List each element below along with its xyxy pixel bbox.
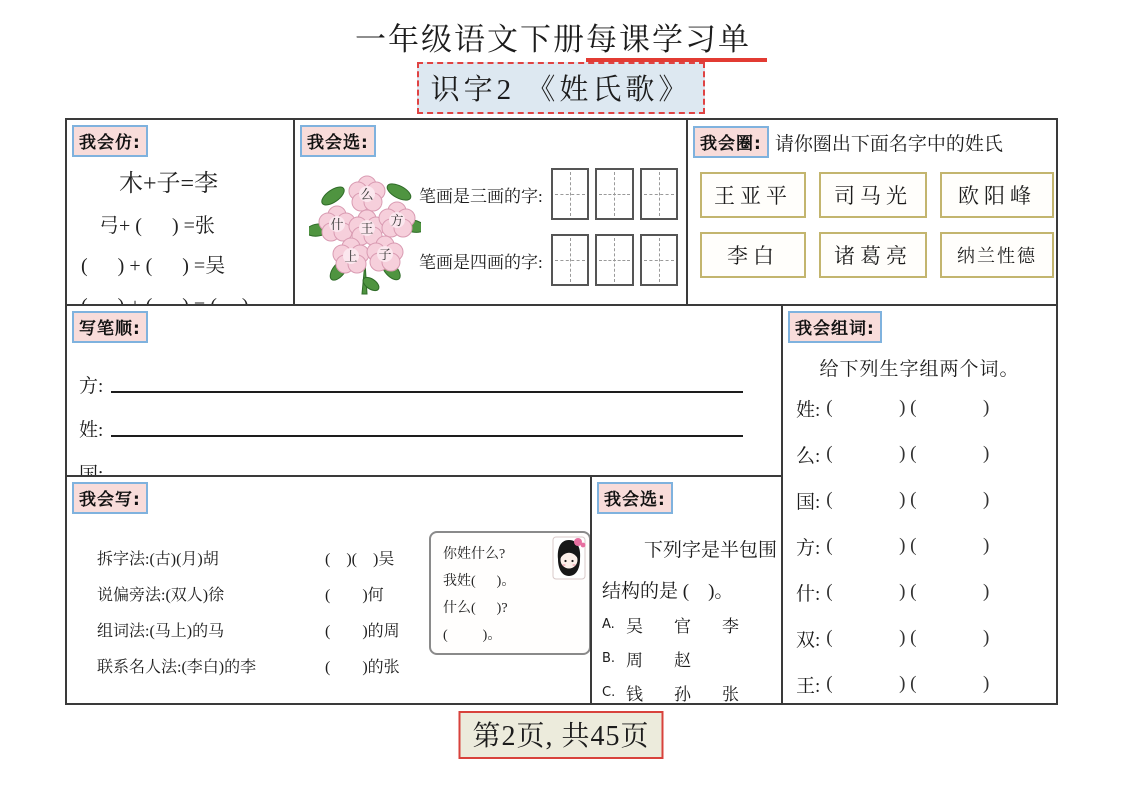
make-words-blanks: ( ) ( ) bbox=[826, 397, 990, 418]
writing-grid bbox=[595, 234, 633, 286]
option-a bbox=[600, 612, 777, 637]
page-title bbox=[0, 14, 1122, 59]
write-blank: ( )的张 bbox=[325, 658, 400, 676]
option-item: 钱 bbox=[626, 685, 643, 704]
answer-line bbox=[111, 435, 743, 437]
make-words-blanks: ( ) ( ) bbox=[826, 581, 990, 602]
section-circle-header: 我会圈: bbox=[693, 126, 769, 158]
dialog-line: 你姓什么? bbox=[443, 547, 506, 562]
write-method: 联系名人法:(李白)的李 bbox=[97, 658, 257, 676]
imitate-equation: 木+子=李 bbox=[119, 171, 219, 197]
make-words-instruction: 给下列生字组两个词。 bbox=[819, 359, 1020, 380]
make-words-row bbox=[796, 661, 1040, 707]
stroke-row-four bbox=[419, 234, 678, 286]
page-number: 第2页, 共45页 bbox=[458, 711, 663, 759]
writing-grid bbox=[640, 234, 678, 286]
writing-grid bbox=[551, 168, 589, 220]
page-title-plain: 一年级语文下册 bbox=[355, 22, 586, 57]
section-write-header: 我会写: bbox=[72, 482, 148, 514]
option-c bbox=[600, 680, 777, 705]
name-box: 李白 bbox=[700, 232, 806, 278]
flower-char: 上 bbox=[344, 249, 358, 264]
section-make-words-header: 我会组词: bbox=[788, 311, 882, 343]
writing-grid bbox=[551, 234, 589, 286]
imitate-equation: 弓+ ( ) =张 bbox=[99, 215, 215, 237]
flower-char: 么 bbox=[360, 187, 374, 202]
make-words-char: 双: bbox=[796, 629, 821, 651]
name-box: 欧阳峰 bbox=[940, 172, 1054, 218]
make-words-blanks: ( ) ( ) bbox=[826, 673, 990, 694]
flower-char: 子 bbox=[378, 247, 392, 262]
make-words-blanks: ( ) ( ) bbox=[826, 535, 990, 556]
option-item: 张 bbox=[722, 685, 739, 704]
name-box: 诸葛亮 bbox=[819, 232, 927, 278]
name-box: 王亚平 bbox=[700, 172, 806, 218]
section-choose-structure bbox=[590, 475, 783, 705]
question-line: 下列字是半包围 bbox=[644, 540, 778, 561]
section-stroke-order-header: 写笔顺: bbox=[72, 311, 148, 343]
lesson-title: 识字2 《姓氏歌》 bbox=[417, 62, 706, 114]
make-words-char: 方: bbox=[796, 537, 821, 559]
stroke-row-label: 笔画是三画的字: bbox=[419, 186, 543, 206]
write-method: 拆字法:(古)(月)胡 bbox=[97, 550, 219, 568]
dialog-line: ( )。 bbox=[443, 628, 502, 643]
writing-grid bbox=[640, 168, 678, 220]
writing-grid bbox=[595, 168, 633, 220]
choose-structure-body bbox=[600, 535, 777, 705]
make-words-blanks: ( ) ( ) bbox=[826, 489, 990, 510]
section-stroke-order bbox=[65, 304, 783, 477]
circle-head bbox=[688, 120, 1056, 158]
imitate-equation: ( ) + ( ) =吴 bbox=[81, 255, 226, 277]
section-imitate bbox=[65, 118, 295, 306]
dialog-line: 什么( )? bbox=[443, 601, 508, 616]
imitate-body bbox=[67, 164, 293, 326]
subtitle-row bbox=[0, 62, 1122, 114]
make-words-char: 国: bbox=[796, 491, 821, 513]
stroke-row-three bbox=[419, 168, 678, 220]
option-item: 吴 bbox=[626, 617, 643, 636]
option-item: 周 bbox=[626, 651, 643, 670]
option-label: C. bbox=[602, 685, 616, 700]
stroke-order-char: 姓: bbox=[79, 420, 104, 441]
write-blank: ( )( )吴 bbox=[325, 550, 395, 568]
stroke-rows bbox=[419, 168, 678, 300]
flower-char: 王 bbox=[360, 221, 374, 236]
flower-illustration bbox=[309, 164, 421, 298]
section-circle bbox=[686, 118, 1058, 306]
section-choose-structure-header: 我会选: bbox=[597, 482, 673, 514]
option-item: 赵 bbox=[674, 651, 691, 670]
make-words-row bbox=[796, 385, 1040, 431]
girl-avatar bbox=[552, 536, 586, 580]
name-grid bbox=[688, 158, 1056, 278]
make-words-blanks: ( ) ( ) bbox=[826, 627, 990, 648]
write-blank: ( )的周 bbox=[325, 622, 400, 640]
question-line: 结构的是 ( )。 bbox=[602, 581, 734, 602]
flower-char: 方 bbox=[390, 213, 404, 228]
option-label: A. bbox=[602, 617, 615, 632]
make-words-char: 么: bbox=[796, 445, 821, 467]
write-method: 说偏旁法:(双人)徐 bbox=[97, 586, 225, 604]
make-words-rows bbox=[783, 381, 1056, 707]
option-item: 孙 bbox=[674, 685, 691, 704]
circle-instruction: 请你圈出下面名字中的姓氏 bbox=[774, 133, 1003, 155]
section-make-words bbox=[781, 304, 1058, 705]
section-choose-strokes bbox=[293, 118, 688, 306]
make-words-row bbox=[796, 569, 1040, 615]
option-item: 李 bbox=[722, 617, 739, 636]
stroke-order-char: 方: bbox=[79, 376, 104, 397]
section-choose-strokes-header: 我会选: bbox=[300, 125, 376, 157]
flower-char: 什 bbox=[330, 217, 344, 232]
section-imitate-header: 我会仿: bbox=[72, 125, 148, 157]
option-b bbox=[600, 646, 777, 671]
name-box: 司马光 bbox=[819, 172, 927, 218]
stroke-row-label: 笔画是四画的字: bbox=[419, 252, 543, 272]
name-box: 纳兰性德 bbox=[940, 232, 1054, 278]
option-item: 官 bbox=[674, 617, 691, 636]
option-label: B. bbox=[602, 651, 616, 666]
stroke-order-row bbox=[79, 398, 743, 442]
page-title-underlined: 每课学习单 bbox=[586, 22, 767, 62]
dialog-box bbox=[429, 531, 591, 655]
section-write bbox=[65, 475, 592, 705]
make-words-blanks: ( ) ( ) bbox=[826, 443, 990, 464]
stroke-order-row bbox=[79, 354, 743, 398]
make-words-row bbox=[796, 523, 1040, 569]
answer-line bbox=[111, 391, 743, 393]
write-method: 组词法:(马上)的马 bbox=[97, 622, 225, 640]
make-words-char: 姓: bbox=[796, 399, 821, 421]
make-words-char: 王: bbox=[796, 675, 821, 697]
dialog-line: 我姓( )。 bbox=[443, 574, 516, 589]
stroke-order-body bbox=[79, 354, 743, 486]
make-words-row bbox=[796, 431, 1040, 477]
make-words-char: 什: bbox=[796, 583, 821, 605]
write-blank: ( )何 bbox=[325, 586, 384, 604]
make-words-row bbox=[796, 477, 1040, 523]
make-words-row bbox=[796, 615, 1040, 661]
